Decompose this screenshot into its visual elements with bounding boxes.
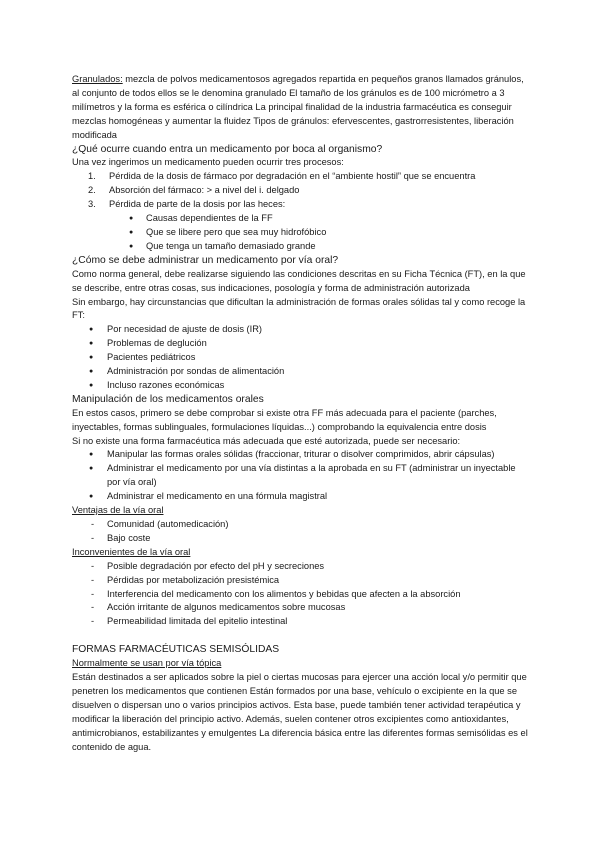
q2-paragraph-2: Sin embargo, hay circunstancias que dificultan la administración de formas orales sólidas tal y como recoge la FT: (72, 296, 526, 321)
bullet-icon: ● (89, 354, 94, 362)
list-item (72, 337, 530, 351)
inconvenientes-heading: Inconvenientes de la vía oral (72, 546, 191, 557)
list-item-text: Administración por sondas de alimentación (107, 366, 285, 377)
list-item (72, 532, 530, 546)
bullet-icon: ● (89, 451, 94, 459)
manip-paragraph-2: Si no existe una forma farmacéutica más adecuada que esté autorizada, puede ser necesario: (72, 435, 461, 446)
bullet-icon: ● (129, 228, 134, 236)
list-item-text: Interferencia del medicamento con los alimentos y bebidas que afecten a la absorción (107, 588, 461, 599)
list-item-text: Por necesidad de ajuste de dosis (IR) (107, 324, 263, 335)
list-item-text: Incluso razones económicas (107, 379, 225, 390)
bullet-icon: ● (129, 215, 134, 223)
list-item (72, 365, 530, 379)
semisolidas-heading: FORMAS FARMACÉUTICAS SEMISÓLIDAS (72, 644, 280, 656)
list-item (72, 379, 530, 393)
ventajas-heading: Ventajas de la vía oral (72, 505, 164, 516)
ventajas-list (72, 518, 530, 546)
q1-sub-list (72, 212, 530, 254)
granulados-text: mezcla de polvos medicamentosos agregados repartida en pequeños granos llamados gránulos, al conjunto de todos ellos se le denomina granulado El tamaño de los gránulos es de 100 micrómetro a 3 milímetros y la forma es esférica o cilíndrica La principal finalidad de la industria farmacéutica es conseguir mezclas homogéneas y aumentar la fluidez Tipos de gránulos: efervescentes, gastrorresistentes, liberación modificada (72, 74, 524, 140)
q2-paragraph-1: Como norma general, debe realizarse siguiendo las condiciones descritas en su Ficha Técnica (FT), en la que se describe, entre otras cosas, sus indicaciones, posología y forma de administración autorizada (72, 268, 526, 293)
list-item-text: Problemas de deglución (107, 338, 207, 349)
list-item-text: Pérdida de parte de la dosis por las heces: (109, 199, 286, 210)
list-item-text: Administrar el medicamento por una vía distintas a la aprobada en su FT (administrar un inyectable por vía oral) (107, 463, 516, 488)
list-item-text: Absorción del fármaco: > a nivel del i. delgado (109, 185, 300, 196)
semisolidas-subheading: Normalmente se usan por vía tópica (72, 658, 222, 669)
list-item-text: Que se libere pero que sea muy hidrofóbico (146, 226, 327, 237)
q2-heading: ¿Cómo se debe administrar un medicamento por vía oral? (72, 254, 339, 266)
q1-numbered-list (72, 170, 530, 212)
bullet-icon: ● (89, 465, 94, 473)
list-item (72, 351, 530, 365)
bullet-icon: ● (129, 242, 134, 250)
list-item (72, 615, 530, 629)
list-item-text: Comunidad (automedicación) (107, 519, 229, 529)
list-item-text: Bajo coste (107, 532, 151, 543)
list-item (72, 170, 530, 184)
list-item (72, 588, 530, 602)
bullet-icon: ● (89, 493, 94, 501)
dash-icon: - (91, 588, 95, 599)
list-item-text: Pacientes pediátricos (107, 352, 196, 363)
list-item (72, 226, 530, 240)
list-item-text: Pérdida de la dosis de fármaco por degradación en el “ambiente hostil” que se encuentra (109, 171, 476, 182)
list-item-text: Causas dependientes de la FF (146, 213, 273, 224)
list-item (72, 240, 530, 254)
semisolidas-paragraph: Están destinados a ser aplicados sobre la piel o ciertas mucosas para ejercer una acción local y/o permitir que penetren los medicamentos que contienen Están formados por una base, vehículo o excipiente en la que se disuelven o dispersan uno o varios principios activos. Esta base, puede también tener actividad terapéutica y modificar la liberación del principio activo. Además, suelen contener otros excipientes como antioxidantes, antimicrobianos, estabilizantes y emulgentes La diferencia básica entre las diferentes formas semisólidas es el contenido de agua. (72, 672, 528, 752)
bullet-icon: ● (89, 340, 94, 348)
granulados-term: Granulados: (72, 74, 123, 84)
list-item-text: Permeabilidad limitada del epitelio intestinal (107, 616, 288, 627)
manip-paragraph-1: En estos casos, primero se debe comprobar si existe otra FF más adecuada para el paciente (parches, inyectables, formas sublinguales, formulaciones líquidas...) comprobando la equivalencia entre dosis (72, 407, 497, 432)
dash-icon: - (91, 602, 95, 613)
list-number: 1. (88, 171, 96, 182)
q1-intro: Una vez ingerimos un medicamento pueden ocurrir tres procesos: (72, 157, 344, 168)
list-item (72, 198, 530, 212)
list-number: 3. (88, 199, 96, 210)
document-page (72, 73, 530, 755)
q1-heading: ¿Qué ocurre cuando entra un medicamento por boca al organismo? (72, 143, 383, 155)
inconvenientes-list (72, 560, 530, 630)
manip-bullet-list (72, 448, 530, 504)
section-spacer (72, 629, 530, 643)
bullet-icon: ● (89, 368, 94, 376)
list-item (72, 518, 530, 532)
dash-icon: - (91, 574, 95, 585)
dash-icon: - (91, 616, 95, 627)
manip-heading: Manipulación de los medicamentos orales (72, 393, 264, 405)
q2-bullet-list (72, 323, 530, 393)
list-item (72, 490, 530, 504)
list-item-text: Pérdidas por metabolización presistémica (107, 574, 280, 585)
list-item-text: Acción irritante de algunos medicamentos sobre mucosas (107, 602, 346, 613)
list-item-text: Posible degradación por efecto del pH y secreciones (107, 560, 325, 571)
list-item-text: Administrar el medicamento en una fórmula magistral (107, 491, 328, 502)
list-item (72, 601, 530, 615)
dash-icon: - (91, 532, 95, 543)
bullet-icon: ● (89, 381, 94, 389)
list-item (72, 560, 530, 574)
list-item (72, 574, 530, 588)
list-item (72, 184, 530, 198)
list-item (72, 448, 530, 462)
bullet-icon: ● (89, 326, 94, 334)
granulados-paragraph (72, 73, 530, 143)
list-number: 2. (88, 185, 96, 196)
list-item (72, 323, 530, 337)
list-item (72, 212, 530, 226)
list-item-text: Que tenga un tamaño demasiado grande (146, 240, 316, 251)
list-item (72, 462, 530, 490)
dash-icon: - (91, 560, 95, 571)
list-item-text: Manipular las formas orales sólidas (fraccionar, triturar o disolver comprimidos, abrir cápsulas) (107, 449, 495, 460)
dash-icon: - (91, 519, 95, 529)
